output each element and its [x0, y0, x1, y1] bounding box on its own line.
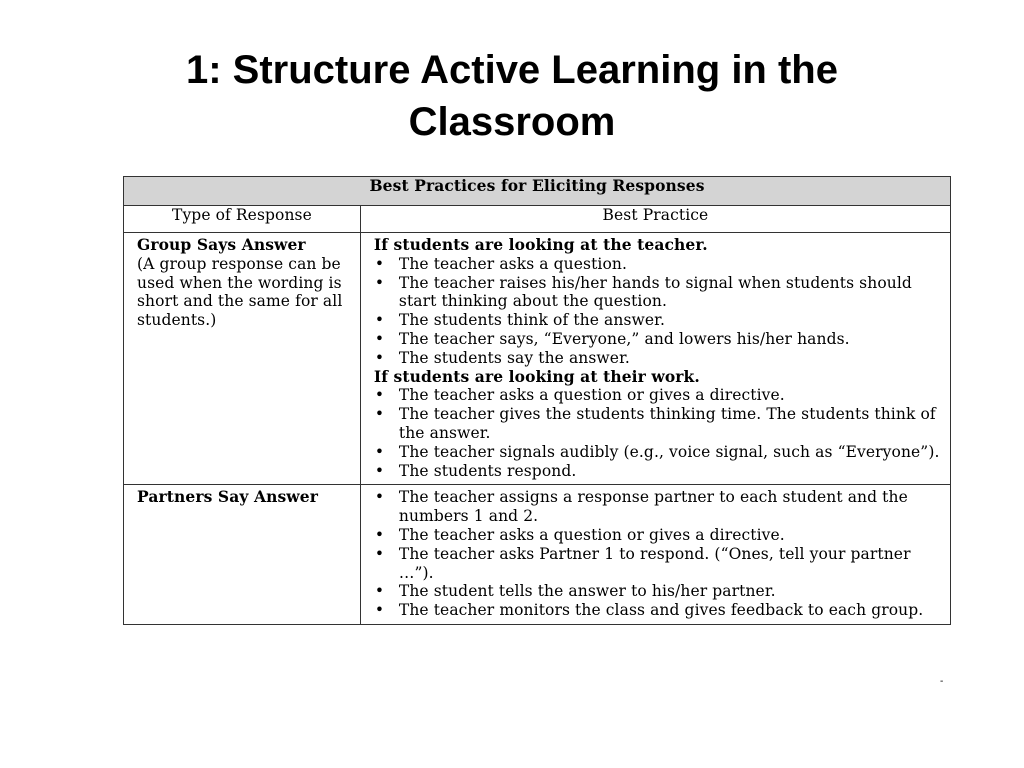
bullet-icon: •: [374, 461, 385, 480]
bullet-icon: •: [374, 442, 385, 461]
section-heading: If students are looking at the teacher.: [373, 235, 708, 254]
header-type-of-response: Type of Response: [124, 206, 361, 233]
list-item: [374, 405, 942, 443]
best-practices-table: [123, 176, 951, 625]
practice-list: [374, 386, 942, 480]
bullet-icon: •: [374, 273, 385, 292]
bullet-icon: •: [374, 329, 385, 348]
list-item: [374, 386, 942, 405]
response-type-note: (A group response can be used when the wording is short and the same for all students.): [137, 254, 343, 330]
list-item-text: The student tells the answer to his/her partner.: [398, 582, 776, 601]
list-item: [374, 274, 942, 312]
slide-title: [0, 44, 1024, 148]
list-item: [374, 462, 942, 481]
section-heading: If students are looking at their work.: [373, 366, 700, 386]
practice-list: [374, 255, 942, 368]
page-mark: -: [940, 676, 944, 687]
list-item: [374, 349, 942, 368]
bullet-icon: •: [374, 582, 385, 601]
best-practice-cell: [360, 233, 950, 485]
list-item: [374, 601, 942, 620]
list-item-text: The teacher gives the students thinking time. The students think of the answer.: [398, 405, 936, 442]
response-type-name: Partners Say Answer: [137, 487, 318, 507]
bullet-icon: •: [374, 525, 385, 544]
list-item: [374, 526, 942, 545]
list-item: [374, 545, 942, 583]
bullet-icon: •: [374, 311, 385, 330]
practice-list: [374, 488, 942, 620]
bullet-icon: •: [374, 544, 385, 563]
list-item-text: The students say the answer.: [398, 348, 630, 367]
list-item: [374, 488, 942, 526]
bullet-icon: •: [374, 348, 385, 367]
best-practices-table-container: [123, 176, 951, 625]
list-item: [374, 330, 942, 349]
list-item-text: The teacher signals audibly (e.g., voice signal, such as “Everyone”).: [398, 442, 940, 461]
table-caption: Best Practices for Eliciting Responses: [124, 177, 951, 206]
list-item-text: The teacher monitors the class and gives feedback to each group.: [398, 601, 924, 620]
response-type-cell: [124, 485, 361, 625]
list-item: [374, 255, 942, 274]
table-row: [124, 233, 951, 485]
list-item-text: The students think of the answer.: [398, 311, 665, 330]
bullet-icon: •: [374, 601, 385, 620]
slide-title-line-1: 1: Structure Active Learning in the: [186, 48, 838, 92]
bullet-icon: •: [374, 386, 385, 405]
response-type-name: Group Says Answer: [137, 235, 306, 254]
list-item-text: The teacher asks Partner 1 to respond. (“Ones, tell your partner …”).: [398, 544, 911, 582]
list-item-text: The teacher asks a question.: [398, 254, 628, 273]
header-best-practice: Best Practice: [360, 206, 950, 233]
list-item-text: The teacher asks a question or gives a directive.: [398, 525, 785, 544]
list-item: [374, 311, 942, 330]
list-item-text: The students respond.: [398, 461, 577, 480]
bullet-icon: •: [374, 254, 385, 273]
best-practice-cell: [360, 485, 950, 625]
table-row: [124, 485, 951, 625]
bullet-icon: •: [374, 405, 385, 424]
list-item: [374, 443, 942, 462]
list-item-text: The teacher raises his/her hands to signal when students should start thinking about the question.: [398, 273, 912, 311]
slide-title-line-2: Classroom: [408, 100, 616, 144]
table-caption-row: [124, 177, 951, 206]
table-header-row: [124, 206, 951, 233]
list-item-text: The teacher assigns a response partner to each student and the numbers 1 and 2.: [398, 488, 908, 526]
list-item-text: The teacher says, “Everyone,” and lowers his/her hands.: [398, 329, 850, 348]
response-type-cell: [124, 233, 361, 485]
bullet-icon: •: [374, 488, 385, 507]
list-item: [374, 582, 942, 601]
list-item-text: The teacher asks a question or gives a directive.: [398, 386, 785, 405]
